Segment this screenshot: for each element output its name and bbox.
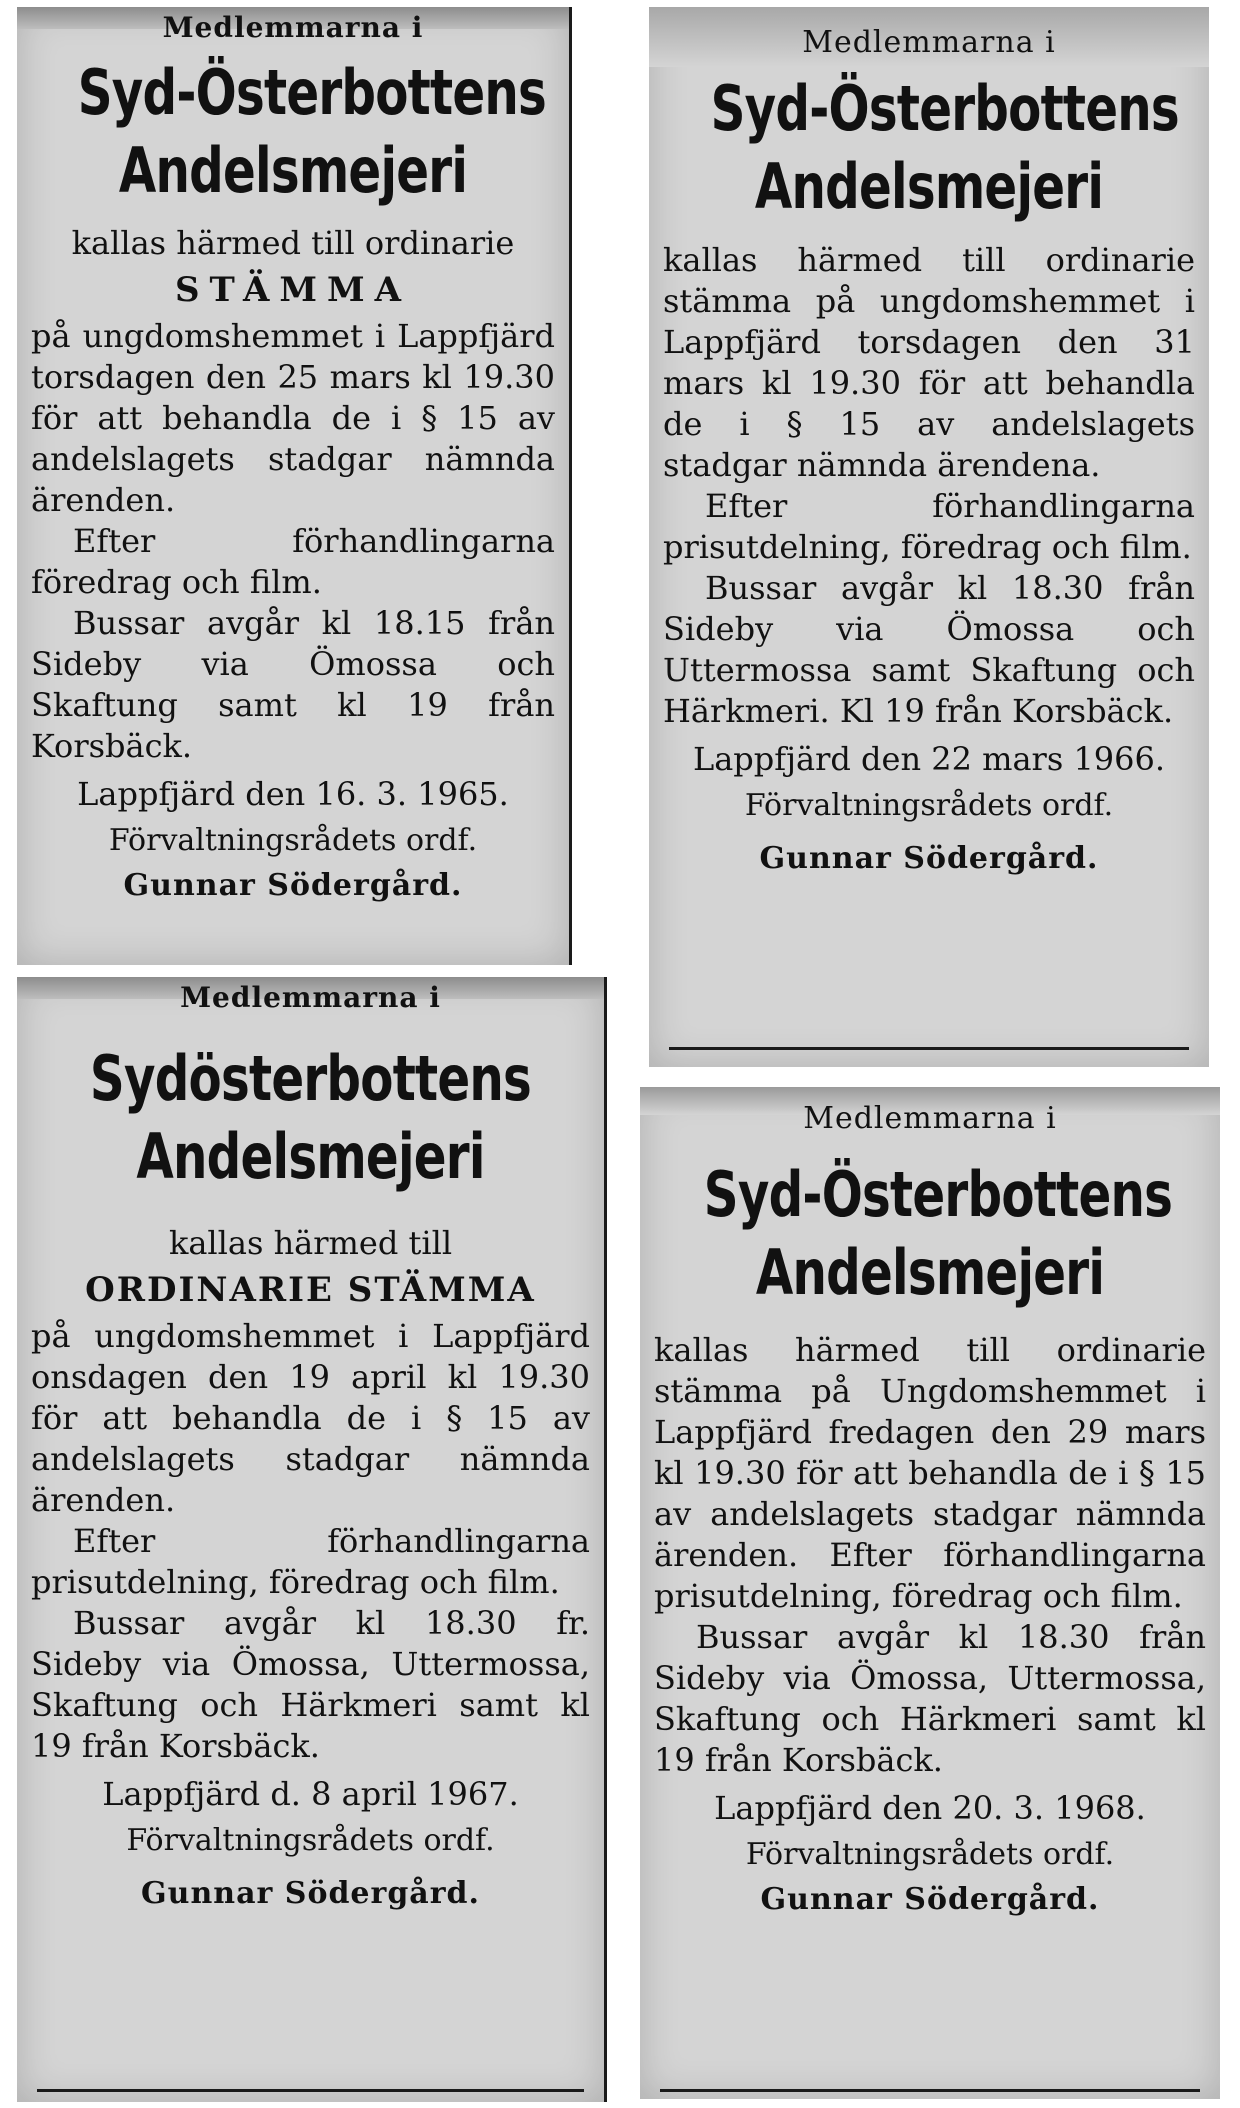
notice-paragraph-3: Bussar avgår kl 18.30 från Sideby via Ömossa och Uttermossa samt Skaftung och Härkmeri. Kl 19 från Korsbäck.: [663, 569, 1195, 730]
notice-paragraph-2: Efter förhandlingarna föredrag och film.: [31, 522, 555, 601]
notice-title-line1: Syd-Österbottens: [77, 56, 547, 129]
notice-paragraph-1: kallas härmed till ordinarie stämma på ungdomshemmet i Lappfjärd torsdagen den 31 mars kl 19.30 för att behandla de i § 15 av andelslagets stadgar nämnda ärendena.: [663, 241, 1195, 484]
notice-date: Lappfjärd den 22 mars 1966.: [692, 740, 1166, 778]
signer-role: Förvaltningsrådets ordf.: [745, 1837, 1115, 1872]
bottom-rule: [669, 1047, 1189, 1050]
notice-paragraph-1: på ungdomshemmet i Lappfjärd onsdagen den 19 april kl 19.30 för att behandla de i § 15 av andelslagets stadgar nämnda ärenden.: [31, 1317, 590, 1519]
signature: Gunnar Södergård.: [760, 1882, 1100, 1917]
notice-date: Lappfjärd den 16. 3. 1965.: [77, 775, 509, 813]
notice-title-line1: Syd-Österbottens: [710, 72, 1179, 145]
signature: Gunnar Södergård.: [759, 841, 1099, 876]
meeting-word: ORDINARIE STÄMMA: [85, 1270, 536, 1310]
signer-role: Förvaltningsrådets ordf.: [744, 788, 1114, 823]
notice-header: Medlemmarna i: [803, 1101, 1057, 1136]
signature: Gunnar Södergård.: [123, 868, 463, 903]
notice-paragraph-2: Efter förhandlingarna prisutdelning, föredrag och film.: [31, 1522, 590, 1601]
notice-paragraph-1: kallas härmed till ordinarie stämma på Ungdomshemmet i Lappfjärd fredagen den 29 mars kl 19.30 för att behandla de i § 15 av andelslagets stadgar nämnda ärenden. Efter förhandlingarna prisutdelning, föredrag och film.: [654, 1331, 1206, 1615]
notice-paragraph-3: Bussar avgår kl 18.15 från Sideby via Ömossa och Skaftung samt kl 19 från Korsbäck.: [31, 604, 555, 765]
signer-role: Förvaltningsrådets ordf.: [126, 1823, 495, 1858]
notice-header: Medlemmarna i: [162, 11, 424, 44]
notice-date: Lappfjärd den 20. 3. 1968.: [714, 1789, 1146, 1827]
notice-title-line2: Andelsmejeri: [136, 1120, 485, 1193]
signer-role: Förvaltningsrådets ordf.: [108, 823, 478, 858]
clipping-1967: [17, 977, 607, 2102]
notice-body: [663, 240, 1195, 732]
clipping-1965: [17, 7, 572, 965]
notice-paragraph-1: på ungdomshemmet i Lappfjärd torsdagen den 25 mars kl 19.30 för att behandla de i § 15 av andelslagets stadgar nämnda ärenden.: [31, 317, 555, 519]
notice-intro: kallas härmed till ordinarie: [71, 224, 515, 262]
notice-date: Lappfjärd d. 8 april 1967.: [102, 1775, 519, 1813]
notice-paragraph-2: Efter förhandlingarna prisutdelning, föredrag och film.: [663, 487, 1195, 566]
bottom-rule: [660, 2089, 1200, 2092]
notice-body: [31, 1316, 590, 1767]
notice-title-line2: Andelsmejeri: [118, 134, 468, 207]
notice-title-line2: Andelsmejeri: [755, 1236, 1105, 1309]
meeting-word: STÄMMA: [174, 270, 412, 310]
notice-header: Medlemmarna i: [802, 25, 1056, 60]
clipping-1968: [640, 1087, 1220, 2099]
notice-paragraph-3: Bussar avgår kl 18.30 från Sideby via Ömossa, Uttermossa, Skaftung och Härkmeri samt kl 19 från Korsbäck.: [654, 1618, 1206, 1779]
notice-title-line1: Sydösterbottens: [89, 1042, 532, 1115]
notice-intro: kallas härmed till: [168, 1224, 453, 1262]
signature: Gunnar Södergård.: [141, 1876, 480, 1911]
notice-body: [654, 1330, 1206, 1781]
bottom-rule: [37, 2089, 584, 2092]
notice-title-line2: Andelsmejeri: [754, 150, 1104, 223]
clipping-1966: [649, 7, 1209, 1067]
notice-header: Medlemmarna i: [180, 981, 441, 1014]
notice-title-line1: Syd-Österbottens: [703, 1158, 1173, 1231]
notice-body: [31, 316, 555, 767]
notice-paragraph-3: Bussar avgår kl 18.30 fr. Sideby via Ömossa, Uttermossa, Skaftung och Härkmeri samt kl 19 från Korsbäck.: [31, 1604, 590, 1765]
